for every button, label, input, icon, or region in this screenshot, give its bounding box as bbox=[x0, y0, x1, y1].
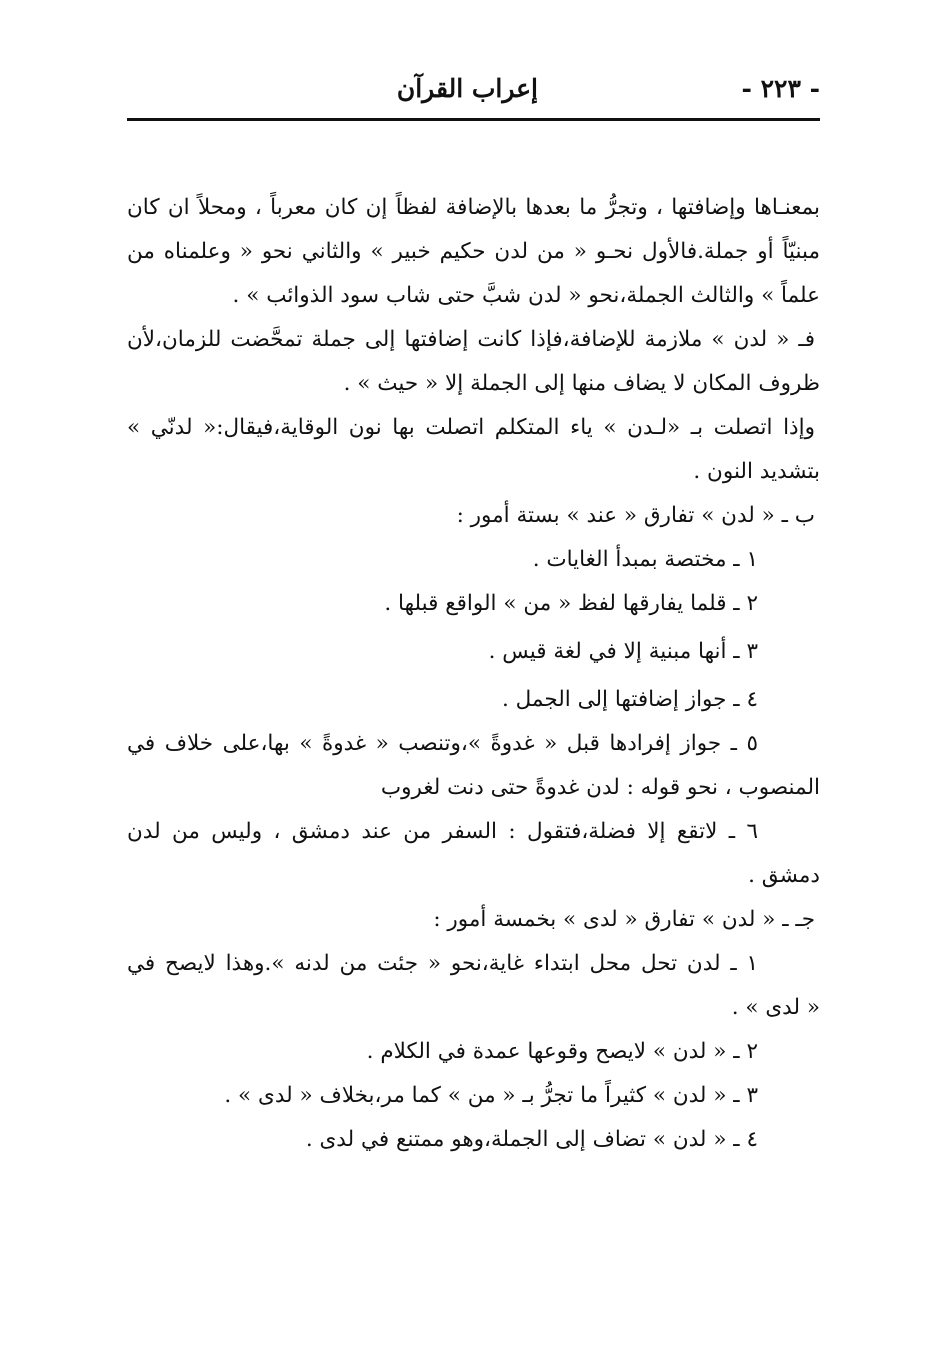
text-line: ظروف المكان لا يضاف منها إلى الجملة إلا « حيث » . bbox=[343, 371, 820, 396]
list-item: ١ ـ مختصة بمبدأ الغايات . bbox=[532, 547, 758, 572]
page-number: - ٢٢٣ - bbox=[741, 74, 820, 103]
list-item: ١ ـ لدن تحل محل ابتداء غاية،نحو « جئت من لدنه ».وهذا لايصح في bbox=[127, 951, 758, 976]
list-item: ٤ ـ « لدن » تضاف إلى الجملة،وهو ممتنع في لدى . bbox=[305, 1127, 758, 1152]
list-item: ٣ ـ أنها مبنية إلا في لغة قيس . bbox=[488, 639, 758, 664]
text-line: فـ « لدن » ملازمة للإضافة،فإذا كانت إضافتها إلى جملة تمحَّضت للزمان،لأن bbox=[127, 327, 815, 352]
text-line: « لدى » . bbox=[731, 995, 820, 1020]
list-item: ٥ ـ جواز إفرادها قبل « غدوةً »،وتنصب « غدوةً » بها،على خلاف في bbox=[127, 731, 758, 756]
text-line: مبنيّاً أو جملة.فالأول نحـو « من لدن حكيم خبير » والثاني نحو « وعلمناه من bbox=[127, 239, 820, 264]
text-line: بتشديد النون . bbox=[693, 459, 820, 484]
text-line: وإذا اتصلت بـ «لـدن » ياء المتكلم اتصلت بها نون الوقاية،فيقال:« لدنّي » bbox=[127, 415, 815, 440]
running-title: إعراب القرآن bbox=[396, 74, 538, 103]
text-line: دمشق . bbox=[748, 863, 820, 888]
list-item: ٢ ـ قلما يفارقها لفظ « من » الواقع قبلها . bbox=[384, 591, 758, 616]
text-line: علماً » والثالث الجملة،نحو « لدن شبَّ حتى شاب سود الذوائب » . bbox=[232, 283, 820, 308]
page-body bbox=[127, 186, 820, 1162]
text-line: بمعنـاها وإضافتها ، وتجرُّ ما بعدها بالإضافة لفظاً إن كان معرباً ، ومحلاً ان كان bbox=[127, 195, 820, 220]
list-item: ٦ ـ لاتقع إلا فضلة،فتقول : السفر من عند دمشق ، وليس من لدن bbox=[127, 819, 758, 844]
page-header bbox=[127, 72, 820, 121]
list-item: ٤ ـ جواز إضافتها إلى الجمل . bbox=[501, 687, 758, 712]
list-item: ٣ ـ « لدن » كثيراً ما تجرُّ بـ « من » كما مر،بخلاف « لدى » . bbox=[224, 1083, 758, 1108]
text-line: المنصوب ، نحو قوله : لدن غدوةً حتى دنت لغروب bbox=[380, 775, 820, 800]
list-item: ٢ ـ « لدن » لايصح وقوعها عمدة في الكلام . bbox=[366, 1039, 758, 1064]
list-heading: ب ـ « لدن » تفارق « عند » بستة أمور : bbox=[456, 503, 815, 528]
list-heading: جـ ـ « لدن » تفارق « لدى » بخمسة أمور : bbox=[433, 907, 815, 932]
